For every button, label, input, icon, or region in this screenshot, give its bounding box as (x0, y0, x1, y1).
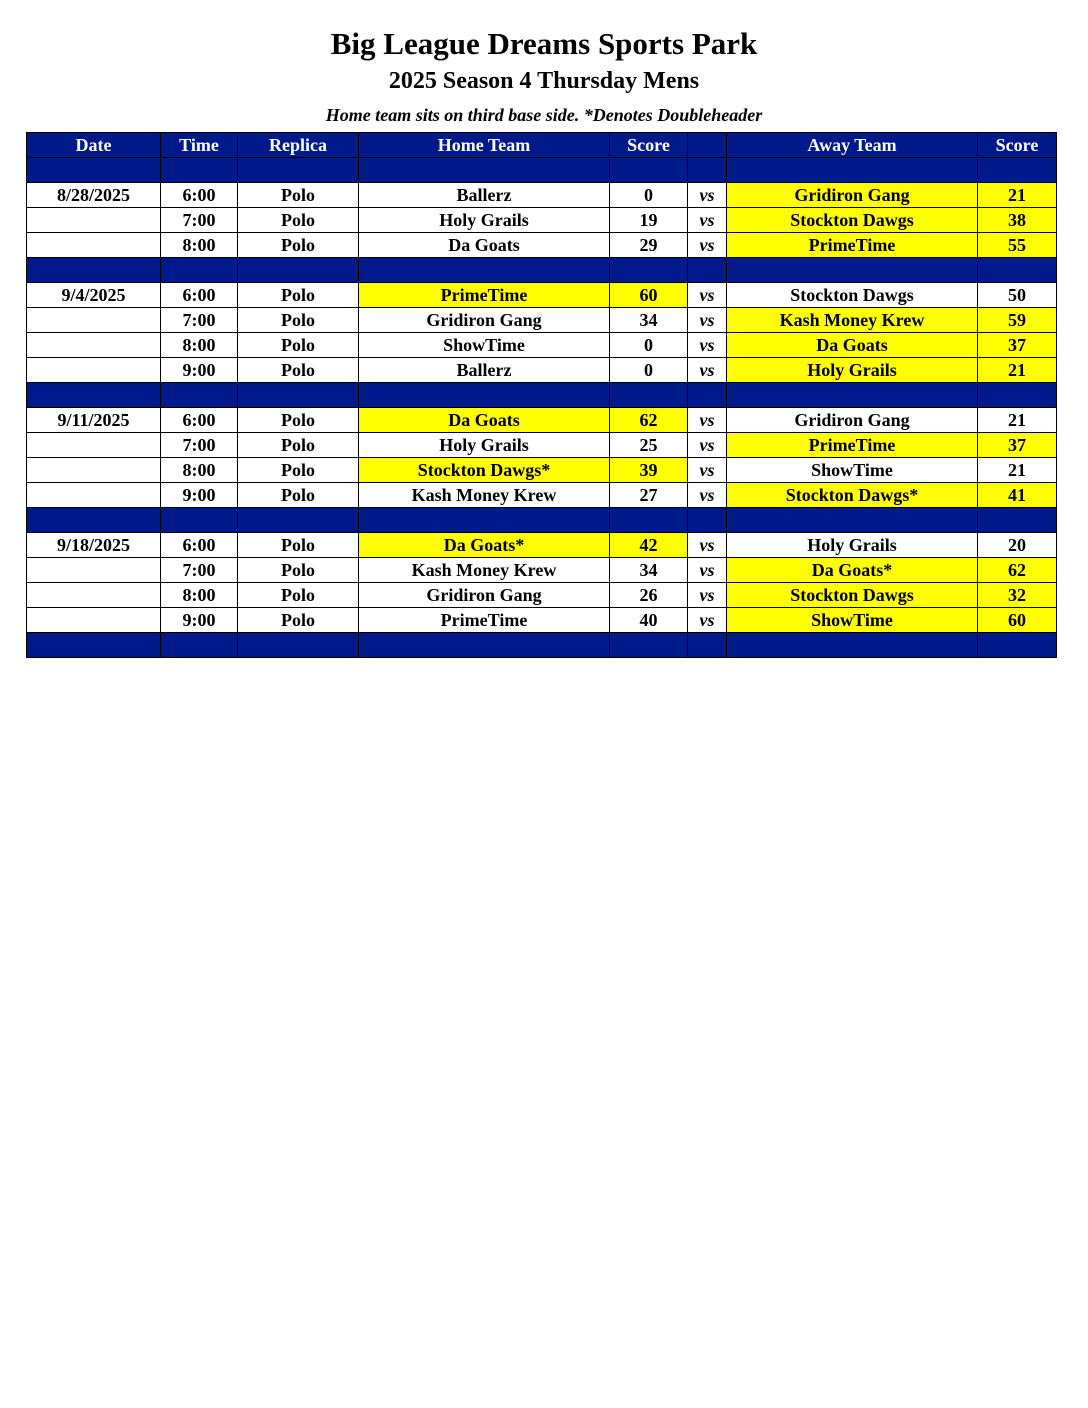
separator-cell (238, 633, 359, 658)
separator-cell (359, 158, 610, 183)
away-score: 21 (978, 408, 1057, 433)
home-score: 39 (610, 458, 688, 483)
away-team: Holy Grails (727, 533, 978, 558)
game-row (27, 558, 1057, 583)
away-score: 37 (978, 333, 1057, 358)
separator-cell (27, 158, 161, 183)
game-row (27, 433, 1057, 458)
game-date: 8/28/2025 (27, 183, 161, 208)
away-score: 21 (978, 358, 1057, 383)
game-time: 8:00 (161, 333, 238, 358)
game-row (27, 583, 1057, 608)
page-subtitle: 2025 Season 4 Thursday Mens (388, 68, 700, 94)
game-row (27, 183, 1057, 208)
separator-cell (978, 633, 1057, 658)
away-score: 55 (978, 233, 1057, 258)
vs-label: vs (688, 283, 727, 308)
separator-cell (27, 633, 161, 658)
game-row (27, 233, 1057, 258)
column-header-away-team: Away Team (727, 133, 978, 158)
home-score: 19 (610, 208, 688, 233)
away-team: Stockton Dawgs (727, 208, 978, 233)
separator-cell (688, 383, 727, 408)
game-row (27, 458, 1057, 483)
home-team: Holy Grails (359, 208, 610, 233)
home-score: 25 (610, 433, 688, 458)
column-header-vs (688, 133, 727, 158)
game-date (27, 233, 161, 258)
game-date: 9/18/2025 (27, 533, 161, 558)
column-header-home-team: Home Team (359, 133, 610, 158)
column-header-home-score: Score (610, 133, 688, 158)
away-team: Da Goats* (727, 558, 978, 583)
separator-cell (610, 158, 688, 183)
vs-label: vs (688, 458, 727, 483)
separator-cell (978, 383, 1057, 408)
game-row (27, 208, 1057, 233)
separator-cell (978, 508, 1057, 533)
header-row (27, 133, 1057, 158)
separator-cell (161, 158, 238, 183)
vs-label: vs (688, 208, 727, 233)
separator-cell (238, 383, 359, 408)
separator-cell (27, 508, 161, 533)
vs-label: vs (688, 558, 727, 583)
column-header-replica: Replica (238, 133, 359, 158)
game-replica: Polo (238, 608, 359, 633)
game-time: 9:00 (161, 358, 238, 383)
game-date (27, 483, 161, 508)
separator-cell (727, 633, 978, 658)
home-score: 29 (610, 233, 688, 258)
home-score: 42 (610, 533, 688, 558)
game-date (27, 208, 161, 233)
game-replica: Polo (238, 208, 359, 233)
vs-label: vs (688, 358, 727, 383)
vs-label: vs (688, 308, 727, 333)
separator-cell (610, 508, 688, 533)
home-score: 0 (610, 333, 688, 358)
game-time: 6:00 (161, 283, 238, 308)
game-date (27, 358, 161, 383)
home-score: 40 (610, 608, 688, 633)
game-time: 6:00 (161, 408, 238, 433)
game-date (27, 308, 161, 333)
home-team: Holy Grails (359, 433, 610, 458)
separator-cell (238, 158, 359, 183)
game-replica: Polo (238, 408, 359, 433)
game-time: 7:00 (161, 308, 238, 333)
game-time: 6:00 (161, 183, 238, 208)
game-row (27, 533, 1057, 558)
game-date (27, 558, 161, 583)
home-score: 60 (610, 283, 688, 308)
separator-cell (727, 383, 978, 408)
game-time: 8:00 (161, 583, 238, 608)
home-team: Gridiron Gang (359, 583, 610, 608)
page-title: Big League Dreams Sports Park (330, 26, 758, 61)
home-team: PrimeTime (359, 283, 610, 308)
separator-cell (978, 258, 1057, 283)
vs-label: vs (688, 483, 727, 508)
vs-label: vs (688, 608, 727, 633)
away-team: PrimeTime (727, 233, 978, 258)
home-score: 26 (610, 583, 688, 608)
separator-cell (27, 383, 161, 408)
separator-cell (161, 383, 238, 408)
game-replica: Polo (238, 333, 359, 358)
away-team: Da Goats (727, 333, 978, 358)
home-team: Ballerz (359, 183, 610, 208)
vs-label: vs (688, 583, 727, 608)
away-score: 60 (978, 608, 1057, 633)
week-separator-row (27, 633, 1057, 658)
column-header-away-score: Score (978, 133, 1057, 158)
away-team: Gridiron Gang (727, 408, 978, 433)
separator-cell (610, 383, 688, 408)
home-team: PrimeTime (359, 608, 610, 633)
home-score: 34 (610, 558, 688, 583)
home-team: Kash Money Krew (359, 483, 610, 508)
home-score: 0 (610, 358, 688, 383)
game-date: 9/4/2025 (27, 283, 161, 308)
week-separator-row (27, 158, 1057, 183)
schedule-table (26, 132, 1057, 658)
separator-cell (359, 258, 610, 283)
game-replica: Polo (238, 183, 359, 208)
vs-label: vs (688, 408, 727, 433)
game-date (27, 608, 161, 633)
home-team: Kash Money Krew (359, 558, 610, 583)
game-time: 9:00 (161, 608, 238, 633)
week-separator-row (27, 508, 1057, 533)
vs-label: vs (688, 233, 727, 258)
week-separator-row (27, 258, 1057, 283)
vs-label: vs (688, 533, 727, 558)
separator-cell (27, 258, 161, 283)
home-score: 27 (610, 483, 688, 508)
vs-label: vs (688, 183, 727, 208)
game-row (27, 483, 1057, 508)
game-replica: Polo (238, 433, 359, 458)
game-row (27, 308, 1057, 333)
game-replica: Polo (238, 483, 359, 508)
game-date (27, 583, 161, 608)
away-score: 41 (978, 483, 1057, 508)
game-replica: Polo (238, 458, 359, 483)
game-row (27, 408, 1057, 433)
separator-cell (978, 158, 1057, 183)
game-replica: Polo (238, 583, 359, 608)
away-score: 20 (978, 533, 1057, 558)
game-replica: Polo (238, 308, 359, 333)
home-score: 0 (610, 183, 688, 208)
away-team: Stockton Dawgs (727, 283, 978, 308)
game-replica: Polo (238, 283, 359, 308)
separator-cell (238, 258, 359, 283)
home-team: Ballerz (359, 358, 610, 383)
column-header-time: Time (161, 133, 238, 158)
separator-cell (688, 158, 727, 183)
away-score: 50 (978, 283, 1057, 308)
home-team: Da Goats (359, 233, 610, 258)
home-score: 62 (610, 408, 688, 433)
separator-cell (238, 508, 359, 533)
game-time: 8:00 (161, 458, 238, 483)
vs-label: vs (688, 333, 727, 358)
separator-cell (688, 258, 727, 283)
game-time: 8:00 (161, 233, 238, 258)
home-team: ShowTime (359, 333, 610, 358)
separator-cell (727, 508, 978, 533)
separator-cell (359, 383, 610, 408)
game-date (27, 433, 161, 458)
game-time: 9:00 (161, 483, 238, 508)
home-team: Da Goats (359, 408, 610, 433)
game-row (27, 358, 1057, 383)
separator-cell (688, 508, 727, 533)
game-date (27, 333, 161, 358)
separator-cell (727, 158, 978, 183)
home-score: 34 (610, 308, 688, 333)
away-team: ShowTime (727, 608, 978, 633)
away-team: Kash Money Krew (727, 308, 978, 333)
separator-cell (610, 258, 688, 283)
home-team: Stockton Dawgs* (359, 458, 610, 483)
game-replica: Polo (238, 558, 359, 583)
doubleheader-note: Home team sits on third base side. *Denotes Doubleheader (325, 105, 763, 125)
away-team: PrimeTime (727, 433, 978, 458)
home-team: Da Goats* (359, 533, 610, 558)
week-separator-row (27, 383, 1057, 408)
game-replica: Polo (238, 358, 359, 383)
away-team: Stockton Dawgs* (727, 483, 978, 508)
away-score: 59 (978, 308, 1057, 333)
separator-cell (161, 633, 238, 658)
game-date: 9/11/2025 (27, 408, 161, 433)
game-time: 7:00 (161, 558, 238, 583)
schedule-body (27, 158, 1057, 658)
away-team: Stockton Dawgs (727, 583, 978, 608)
game-time: 6:00 (161, 533, 238, 558)
away-score: 62 (978, 558, 1057, 583)
game-row (27, 283, 1057, 308)
separator-cell (610, 633, 688, 658)
home-team: Gridiron Gang (359, 308, 610, 333)
away-team: ShowTime (727, 458, 978, 483)
away-score: 38 (978, 208, 1057, 233)
game-date (27, 458, 161, 483)
separator-cell (161, 258, 238, 283)
column-header-date: Date (27, 133, 161, 158)
separator-cell (727, 258, 978, 283)
game-row (27, 333, 1057, 358)
vs-label: vs (688, 433, 727, 458)
away-team: Gridiron Gang (727, 183, 978, 208)
separator-cell (359, 633, 610, 658)
away-score: 37 (978, 433, 1057, 458)
away-score: 32 (978, 583, 1057, 608)
away-team: Holy Grails (727, 358, 978, 383)
separator-cell (161, 508, 238, 533)
game-row (27, 608, 1057, 633)
game-time: 7:00 (161, 208, 238, 233)
game-replica: Polo (238, 533, 359, 558)
away-score: 21 (978, 458, 1057, 483)
game-time: 7:00 (161, 433, 238, 458)
game-replica: Polo (238, 233, 359, 258)
separator-cell (688, 633, 727, 658)
separator-cell (359, 508, 610, 533)
away-score: 21 (978, 183, 1057, 208)
